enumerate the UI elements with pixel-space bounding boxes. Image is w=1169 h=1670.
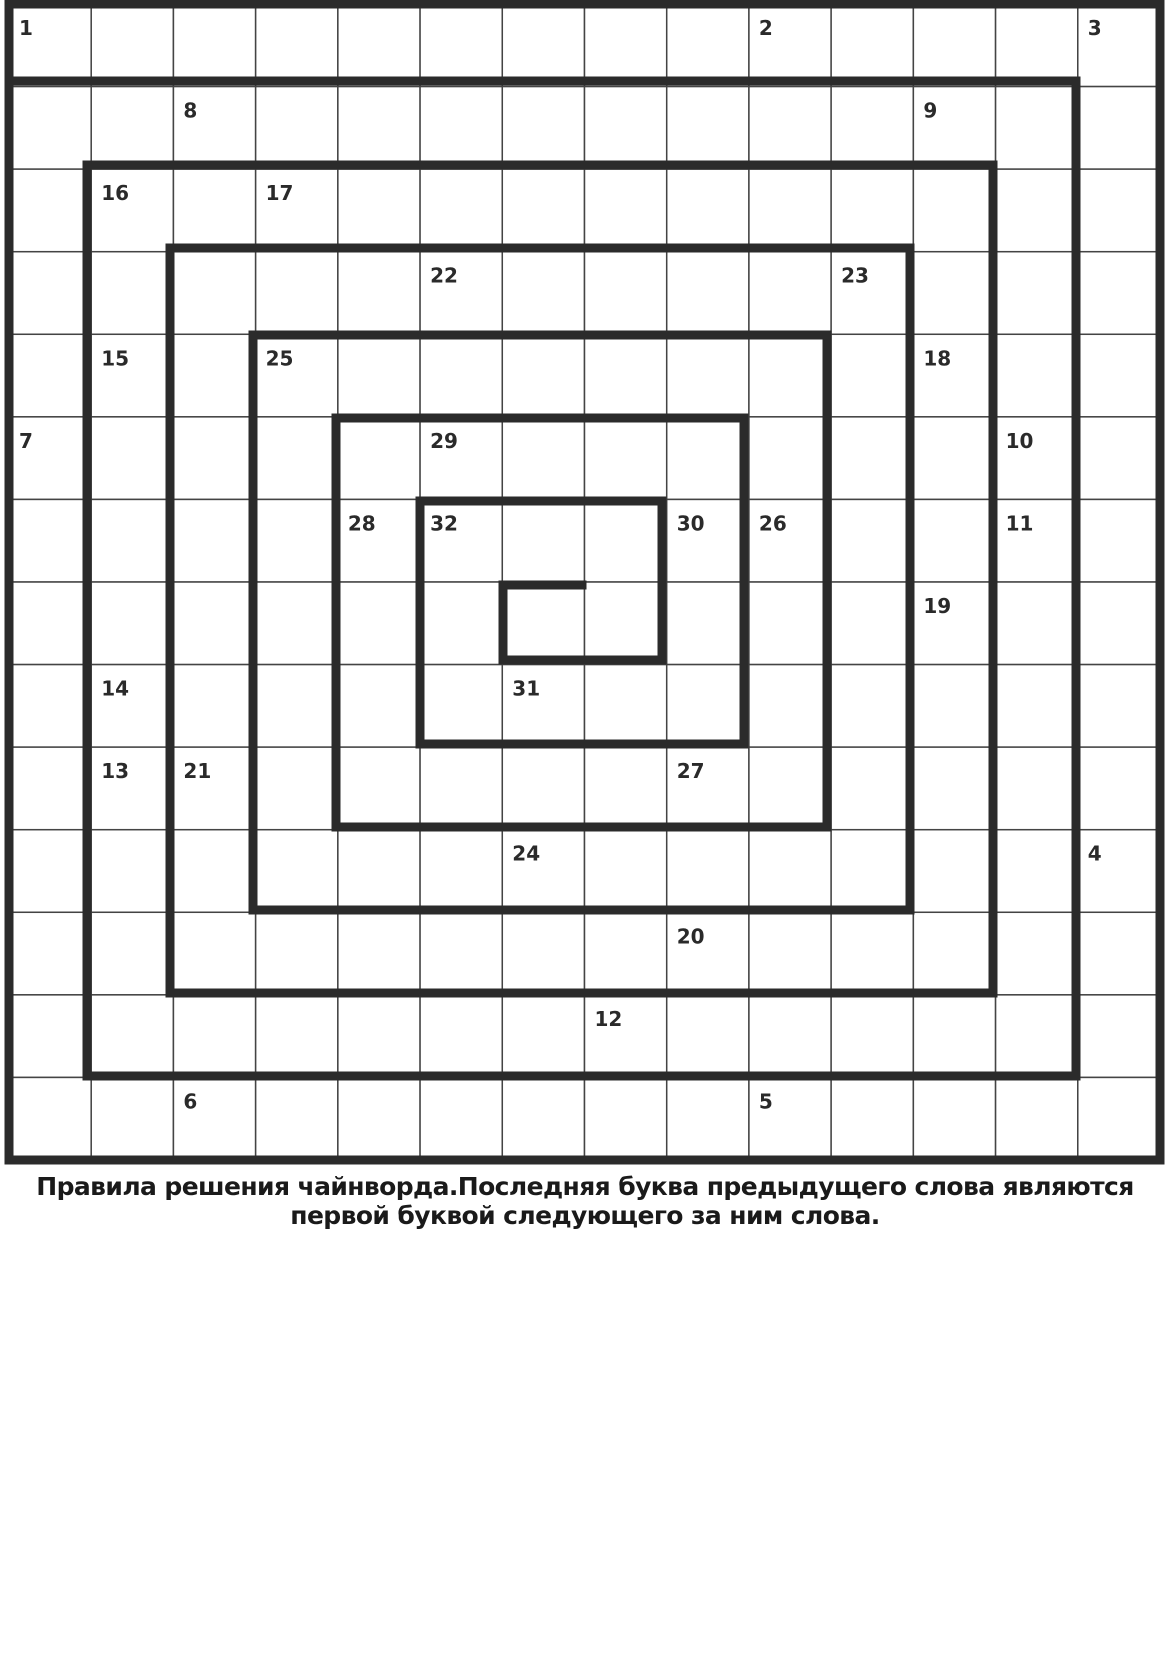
grid-cell[interactable] (9, 995, 91, 1078)
grid-cell[interactable] (585, 87, 667, 170)
grid-cell[interactable] (1078, 912, 1160, 995)
grid-cell[interactable] (996, 665, 1078, 748)
grid-cell[interactable] (256, 582, 338, 665)
grid-cell[interactable] (585, 830, 667, 913)
cell-number: 31 (512, 676, 541, 701)
cell-number: 9 (923, 98, 938, 123)
grid-cell[interactable] (173, 169, 255, 252)
grid-cell[interactable] (996, 334, 1078, 417)
grid-cell[interactable] (502, 912, 584, 995)
cell-number: 13 (101, 759, 130, 784)
grid-cell[interactable] (913, 417, 995, 500)
grid-cell[interactable] (831, 417, 913, 500)
grid-cell[interactable] (256, 1077, 338, 1160)
grid-cell[interactable] (667, 4, 749, 87)
grid-cell[interactable] (913, 665, 995, 748)
cell-number: 3 (1087, 16, 1102, 40)
grid-cell[interactable] (913, 912, 995, 995)
grid-cell[interactable] (831, 499, 913, 582)
grid-cell[interactable] (173, 252, 255, 335)
grid-cell[interactable] (1078, 1077, 1160, 1160)
grid-cell[interactable] (173, 830, 255, 913)
grid-cell[interactable] (338, 830, 420, 913)
grid-cell[interactable] (502, 4, 584, 87)
cell-number: 4 (1087, 841, 1102, 866)
grid-cell[interactable] (420, 1077, 502, 1160)
cell-number: 18 (923, 346, 952, 371)
grid-cell[interactable] (502, 582, 584, 665)
cell-number: 12 (594, 1006, 623, 1031)
grid-cell[interactable] (913, 252, 995, 335)
cell-number: 7 (19, 428, 33, 453)
cell-number: 10 (1005, 428, 1034, 453)
grid-cell[interactable] (9, 582, 91, 665)
grid-cell[interactable] (585, 665, 667, 748)
cell-number: 15 (101, 346, 130, 371)
grid-cell[interactable] (338, 1077, 420, 1160)
grid-cell[interactable] (173, 4, 255, 87)
grid-cell[interactable] (831, 4, 913, 87)
grid-cell[interactable] (913, 499, 995, 582)
grid-cell[interactable] (996, 252, 1078, 335)
grid-cell[interactable] (996, 912, 1078, 995)
grid-cell[interactable] (338, 87, 420, 170)
grid-cell[interactable] (173, 334, 255, 417)
grid-cell[interactable] (9, 665, 91, 748)
grid-cell[interactable] (831, 665, 913, 748)
grid-cell[interactable] (91, 4, 173, 87)
grid-cell[interactable] (91, 417, 173, 500)
grid-cell[interactable] (667, 169, 749, 252)
grid-cell[interactable] (585, 747, 667, 830)
grid-cell[interactable] (256, 87, 338, 170)
grid-cell[interactable] (502, 252, 584, 335)
grid-cell[interactable] (1078, 417, 1160, 500)
grid-cell[interactable] (338, 169, 420, 252)
grid-cell[interactable] (502, 334, 584, 417)
grid-cell[interactable] (913, 1077, 995, 1160)
grid-cell[interactable] (502, 1077, 584, 1160)
grid-cell[interactable] (173, 912, 255, 995)
grid-cell[interactable] (338, 334, 420, 417)
grid-cell[interactable] (749, 995, 831, 1078)
grid-cell[interactable] (831, 995, 913, 1078)
grid-cell[interactable] (9, 747, 91, 830)
grid-cell[interactable] (338, 995, 420, 1078)
cell-number: 8 (183, 98, 198, 123)
cell-number: 28 (347, 511, 376, 536)
grid-cell[interactable] (749, 912, 831, 995)
grid-cell[interactable] (338, 417, 420, 500)
cell-number: 25 (265, 346, 294, 371)
grid-cell[interactable] (996, 995, 1078, 1078)
grid-cell[interactable] (256, 830, 338, 913)
grid-cell[interactable] (831, 334, 913, 417)
grid-cell[interactable] (502, 87, 584, 170)
grid-cell[interactable] (91, 912, 173, 995)
grid-cell[interactable] (420, 582, 502, 665)
grid-cell[interactable] (91, 87, 173, 170)
grid-cell[interactable] (420, 87, 502, 170)
rules-text: Правила решения чайнворда.Последняя буква предыдущего слова являются первой буквой следующего за ним слова. (36, 1172, 1134, 1230)
grid-cell[interactable] (913, 995, 995, 1078)
cell-number: 26 (758, 511, 787, 536)
grid-cell[interactable] (749, 169, 831, 252)
grid-cell[interactable] (502, 995, 584, 1078)
grid-cell[interactable] (749, 582, 831, 665)
grid-cell[interactable] (9, 334, 91, 417)
grid-cell[interactable] (996, 1077, 1078, 1160)
grid-cell[interactable] (996, 169, 1078, 252)
grid-cell[interactable] (256, 665, 338, 748)
grid-cell[interactable] (91, 252, 173, 335)
cell-number: 29 (430, 428, 458, 453)
grid-cell[interactable] (256, 252, 338, 335)
grid-cell[interactable] (91, 1077, 173, 1160)
grid-cell[interactable] (173, 499, 255, 582)
cell-number: 16 (101, 181, 130, 206)
grid-cell[interactable] (256, 747, 338, 830)
grid-cell[interactable] (749, 252, 831, 335)
grid-cell[interactable] (585, 4, 667, 87)
grid-cell[interactable] (256, 995, 338, 1078)
grid-cell[interactable] (1078, 747, 1160, 830)
grid-cell[interactable] (256, 499, 338, 582)
grid-cell[interactable] (91, 499, 173, 582)
grid-cell[interactable] (420, 912, 502, 995)
grid-cell[interactable] (831, 87, 913, 170)
grid-cell[interactable] (9, 912, 91, 995)
grid-cell[interactable] (173, 417, 255, 500)
grid-cell[interactable] (667, 995, 749, 1078)
grid-cell[interactable] (338, 4, 420, 87)
cell-number: 6 (183, 1089, 198, 1114)
grid-cell[interactable] (1078, 499, 1160, 582)
cell-number: 19 (923, 594, 952, 618)
grid-cell[interactable] (9, 169, 91, 252)
grid-cell[interactable] (831, 1077, 913, 1160)
cell-number: 22 (430, 263, 458, 288)
grid-cell[interactable] (502, 417, 584, 500)
grid-cell[interactable] (585, 499, 667, 582)
grid-cell[interactable] (420, 830, 502, 913)
grid-cell[interactable] (256, 912, 338, 995)
grid-cell[interactable] (502, 169, 584, 252)
grid-cell[interactable] (1078, 252, 1160, 335)
grid-cell[interactable] (420, 4, 502, 87)
grid-cell[interactable] (420, 747, 502, 830)
grid-cell[interactable] (585, 1077, 667, 1160)
grid-cell[interactable] (831, 912, 913, 995)
cell-number: 30 (676, 511, 705, 536)
cell-number: 24 (512, 841, 541, 866)
grid-cell[interactable] (913, 830, 995, 913)
grid-cell[interactable] (667, 252, 749, 335)
grid-cell[interactable] (913, 169, 995, 252)
grid-cell[interactable] (9, 87, 91, 170)
grid-cell[interactable] (338, 747, 420, 830)
grid-cell[interactable] (420, 995, 502, 1078)
grid-cell[interactable] (338, 252, 420, 335)
grid-cell[interactable] (9, 830, 91, 913)
grid-cell[interactable] (913, 747, 995, 830)
grid-cell[interactable] (585, 417, 667, 500)
grid-cell[interactable] (749, 334, 831, 417)
grid-cell[interactable] (831, 830, 913, 913)
cell-number: 17 (265, 181, 294, 206)
cell-number: 23 (841, 263, 869, 288)
grid-cell[interactable] (1078, 995, 1160, 1078)
grid-cell[interactable] (996, 87, 1078, 170)
grid-cell[interactable] (256, 4, 338, 87)
grid-cell[interactable] (502, 499, 584, 582)
grid-cell[interactable] (420, 334, 502, 417)
grid-cell[interactable] (173, 995, 255, 1078)
cell-number: 32 (430, 511, 458, 536)
cell-number: 5 (758, 1089, 773, 1114)
cell-number: 20 (676, 924, 705, 949)
grid-cell[interactable] (338, 582, 420, 665)
grid-cell[interactable] (9, 252, 91, 335)
grid-cell[interactable] (749, 417, 831, 500)
grid-cell[interactable] (1078, 582, 1160, 665)
cell-number: 1 (19, 16, 33, 40)
grid-cell[interactable] (749, 665, 831, 748)
grid-cell[interactable] (996, 582, 1078, 665)
grid-cell[interactable] (173, 665, 255, 748)
grid-cell[interactable] (91, 995, 173, 1078)
grid-cell[interactable] (91, 830, 173, 913)
grid-cell[interactable] (585, 334, 667, 417)
grid-cell[interactable] (420, 169, 502, 252)
grid-cell[interactable] (9, 1077, 91, 1160)
grid-cell[interactable] (831, 169, 913, 252)
grid-cell[interactable] (1078, 169, 1160, 252)
grid-cell[interactable] (585, 252, 667, 335)
grid-cell[interactable] (338, 665, 420, 748)
grid-cell[interactable] (9, 499, 91, 582)
grid-cell[interactable] (420, 665, 502, 748)
grid-cell[interactable] (1078, 87, 1160, 170)
grid-cell[interactable] (667, 87, 749, 170)
grid-cell[interactable] (585, 169, 667, 252)
grid-cell[interactable] (749, 87, 831, 170)
grid-cell[interactable] (749, 747, 831, 830)
grid-cell[interactable] (173, 582, 255, 665)
grid-cell[interactable] (667, 1077, 749, 1160)
cell-number: 14 (101, 676, 130, 701)
grid-cell[interactable] (91, 582, 173, 665)
grid-cell[interactable] (585, 912, 667, 995)
grid-cell[interactable] (749, 830, 831, 913)
grid-cell[interactable] (256, 417, 338, 500)
grid-cell[interactable] (913, 4, 995, 87)
grid-cell[interactable] (338, 912, 420, 995)
grid-cell[interactable] (1078, 665, 1160, 748)
grid-cell[interactable] (667, 582, 749, 665)
grid-cell[interactable] (996, 4, 1078, 87)
grid-cell[interactable] (1078, 334, 1160, 417)
grid-cell[interactable] (831, 747, 913, 830)
grid-cell[interactable] (996, 830, 1078, 913)
grid-cell[interactable] (996, 747, 1078, 830)
grid-cell[interactable] (831, 582, 913, 665)
cell-number: 27 (676, 759, 705, 784)
grid-cell[interactable] (502, 747, 584, 830)
grid-cell[interactable] (667, 665, 749, 748)
cell-number: 21 (183, 759, 212, 784)
cell-number: 2 (758, 16, 773, 40)
cell-number: 11 (1005, 511, 1034, 536)
grid-cell[interactable] (667, 334, 749, 417)
grid-cell[interactable] (667, 830, 749, 913)
grid-cell[interactable] (667, 417, 749, 500)
grid-cell[interactable] (585, 582, 667, 665)
